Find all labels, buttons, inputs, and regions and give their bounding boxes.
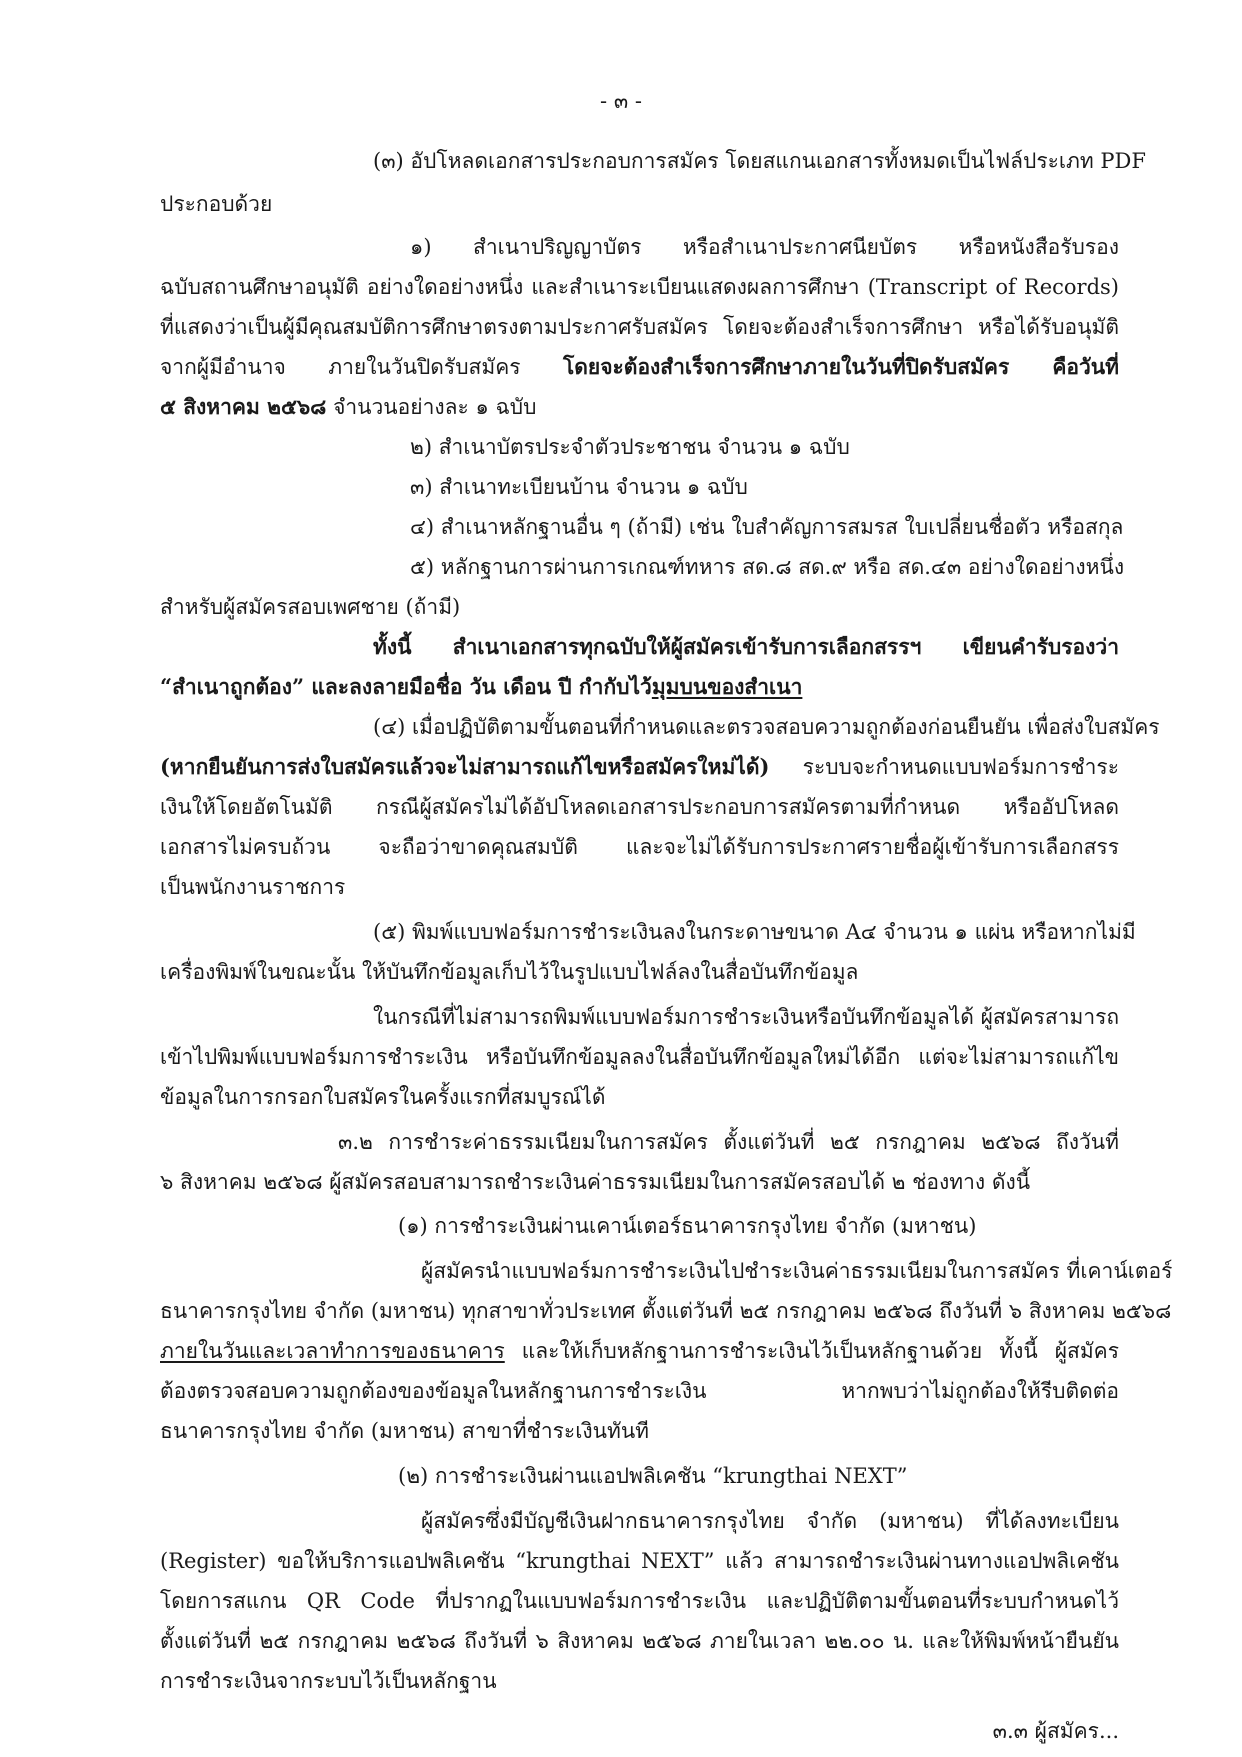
line-text: ๔) สำเนาหลักฐานอื่น ๆ (ถ้ามี) เช่น ใบสำคัญการสมรส ใบเปลี่ยนชื่อตัว หรือสกุล [410, 515, 1124, 539]
line-text: (๓) อัปโหลดเอกสารประกอบการสมัคร โดยสแกนเอกสารทั้งหมดเป็นไฟล์ประเภท PDF [373, 149, 1146, 173]
body-line [410, 432, 850, 462]
body-line [373, 146, 1146, 176]
line-text: ผู้สมัครนำแบบฟอร์มการชำระเงินไปชำระเงินค่าธรรมเนียมในการสมัคร ที่เคาน์เตอร์ [421, 1259, 1173, 1283]
line-underline-text: ภายในวันและเวลาทำการของธนาคาร [160, 1339, 505, 1363]
body-line [398, 1461, 908, 1491]
line-text: จากผู้มีอำนาจ ภายในวันปิดรับสมัคร [160, 355, 563, 379]
body-line [338, 1127, 1119, 1157]
line-text: ผู้สมัครซึ่งมีบัญชีเงินฝากธนาคารกรุงไทย จำกัด (มหาชน) ที่ได้ลงทะเบียน [421, 1509, 1119, 1533]
body-line [398, 1211, 976, 1241]
body-line [160, 392, 536, 422]
line-text: ๓.๒ การชำระค่าธรรมเนียมในการสมัคร ตั้งแต่วันที่ ๒๕ กรกฎาคม ๒๕๖๘ ถึงวันที่ [338, 1130, 1119, 1154]
line-text: ธนาคารกรุงไทย จำกัด (มหาชน) สาขาที่ชำระเงินทันที [160, 1419, 650, 1443]
body-line [160, 792, 1119, 822]
line-text: (๒) การชำระเงินผ่านแอปพลิเคชัน “krungthai NEXT” [398, 1464, 908, 1488]
line-bold-text: ๕ สิงหาคม ๒๕๖๘ [160, 394, 327, 419]
body-line [160, 957, 858, 987]
line-bold-underline-text: มุมบนของสำเนา [651, 674, 803, 699]
body-line [421, 1506, 1119, 1536]
body-line [160, 1042, 1119, 1072]
line-text: ที่แสดงว่าเป็นผู้มีคุณสมบัติการศึกษาตรงตามประกาศรับสมัคร โดยจะต้องสำเร็จการศึกษา หรือได้รับอนุมัติ [160, 315, 1119, 339]
body-line [410, 232, 1119, 262]
body-line [160, 832, 1119, 862]
footer-continuation: ๓.๓ ผู้สมัคร... [992, 1719, 1119, 1743]
line-bold-text: “สำเนาถูกต้อง” และลงลายมือชื่อ วัน เดือน ปี กำกับไว้ [160, 674, 652, 699]
line-text: ๕) หลักฐานการผ่านการเกณฑ์ทหาร สด.๘ สด.๙ หรือ สด.๔๓ อย่างใดอย่างหนึ่ง [410, 555, 1125, 579]
page-number: - ๓ - [600, 89, 642, 113]
line-text: (๑) การชำระเงินผ่านเคาน์เตอร์ธนาคารกรุงไทย จำกัด (มหาชน) [398, 1214, 977, 1238]
body-line [160, 1336, 1119, 1366]
body-line [410, 472, 748, 502]
line-text: ๒) สำเนาบัตรประจำตัวประชาชน จำนวน ๑ ฉบับ [410, 435, 850, 459]
line-text: เครื่องพิมพ์ในขณะนั้น ให้บันทึกข้อมูลเก็บไว้ในรูปแบบไฟล์ลงในสื่อบันทึกข้อมูล [160, 960, 859, 984]
line-text: โดยการสแกน QR Code ที่ปรากฏในแบบฟอร์มการชำระเงิน และปฏิบัติตามขั้นตอนที่ระบบกำหนดไว้ [160, 1589, 1119, 1613]
body-line [160, 1167, 1030, 1197]
body-line [373, 1002, 1119, 1032]
line-text: (Register) ขอให้บริการแอปพลิเคชัน “krungthai NEXT” แล้ว สามารถชำระเงินผ่านทางแอปพลิเคชัน [160, 1549, 1119, 1573]
body-line [160, 1666, 497, 1696]
line-text: ๓) สำเนาทะเบียนบ้าน จำนวน ๑ ฉบับ [410, 475, 748, 499]
body-line [421, 1256, 1173, 1286]
line-text: สำหรับผู้สมัครสอบเพศชาย (ถ้ามี) [160, 595, 461, 619]
body-line [373, 712, 1160, 742]
line-text: จำนวนอย่างละ ๑ ฉบับ [326, 395, 537, 419]
body-line [160, 752, 1119, 782]
body-line [410, 512, 1123, 542]
body-line [160, 1376, 1119, 1406]
body-line [160, 1586, 1119, 1616]
line-text: เอกสารไม่ครบถ้วน จะถือว่าขาดคุณสมบัติ และจะไม่ได้รับการประกาศรายชื่อผู้เข้ารับการเลือกสรร [160, 835, 1119, 859]
body-line [160, 352, 1119, 382]
body-line [160, 189, 272, 219]
line-bold-text: โดยจะต้องสำเร็จการศึกษาภายในวันที่ปิดรับสมัคร คือวันที่ [563, 354, 1119, 379]
body-line [160, 1296, 1172, 1326]
line-text: การชำระเงินจากระบบไว้เป็นหลักฐาน [160, 1669, 497, 1693]
body-line [160, 1416, 649, 1446]
body-line [373, 632, 1119, 662]
body-line [160, 672, 802, 702]
line-text: ๑) สำเนาปริญญาบัตร หรือสำเนาประกาศนียบัตร หรือหนังสือรับรอง [410, 235, 1119, 259]
line-text: ฉบับสถานศึกษาอนุมัติ อย่างใดอย่างหนึ่ง และสำเนาระเบียนแสดงผลการศึกษา (Transcript of Records) [160, 275, 1119, 299]
body-line [160, 592, 460, 622]
line-text: ประกอบด้วย [160, 192, 273, 216]
line-text: เงินให้โดยอัตโนมัติ กรณีผู้สมัครไม่ได้อัปโหลดเอกสารประกอบการสมัครตามที่กำหนด หรืออัปโหลด [160, 795, 1119, 819]
line-text: ข้อมูลในการกรอกใบสมัครในครั้งแรกที่สมบูรณ์ได้ [160, 1085, 606, 1109]
line-text: และให้เก็บหลักฐานการชำระเงินไว้เป็นหลักฐานด้วย ทั้งนี้ ผู้สมัคร [504, 1339, 1119, 1363]
body-line [160, 872, 345, 902]
body-line [410, 552, 1125, 582]
line-text: ต้องตรวจสอบความถูกต้องของข้อมูลในหลักฐานการชำระเงิน หากพบว่าไม่ถูกต้องให้รีบติดต่อ [160, 1379, 1119, 1403]
line-text: เป็นพนักงานราชการ [160, 875, 346, 899]
line-text: (๔) เมื่อปฏิบัติตามขั้นตอนที่กำหนดและตรวจสอบความถูกต้องก่อนยืนยัน เพื่อส่งใบสมัคร [373, 715, 1160, 739]
line-text: ๖ สิงหาคม ๒๕๖๘ ผู้สมัครสอบสามารถชำระเงินค่าธรรมเนียมในการสมัครสอบได้ ๒ ช่องทาง ดังนี้ [160, 1170, 1031, 1194]
line-text: ธนาคารกรุงไทย จำกัด (มหาชน) ทุกสาขาทั่วประเทศ ตั้งแต่วันที่ ๒๕ กรกฎาคม ๒๕๖๘ ถึงวันที่ ๖ สิงหาคม ๒๕๖๘ [160, 1299, 1172, 1323]
line-bold-text: (หากยืนยันการส่งใบสมัครแล้วจะไม่สามารถแก้ไขหรือสมัครใหม่ได้) [160, 754, 770, 779]
line-text: ตั้งแต่วันที่ ๒๕ กรกฎาคม ๒๕๖๘ ถึงวันที่ ๖ สิงหาคม ๒๕๖๘ ภายในเวลา ๒๒.๐๐ น. และให้พิมพ์หน้ายืนยัน [160, 1629, 1119, 1653]
body-line [373, 917, 1136, 947]
line-bold-text: ทั้งนี้ สำเนาเอกสารทุกฉบับให้ผู้สมัครเข้ารับการเลือกสรรฯ เขียนคำรับรองว่า [373, 634, 1119, 659]
body-line [160, 272, 1119, 302]
body-line [160, 1082, 605, 1112]
body-line [160, 1546, 1119, 1576]
line-text: ในกรณีที่ไม่สามารถพิมพ์แบบฟอร์มการชำระเงินหรือบันทึกข้อมูลได้ ผู้สมัครสามารถ [373, 1005, 1120, 1029]
body-line [160, 1626, 1119, 1656]
body-line [160, 312, 1119, 342]
line-text: ระบบจะกำหนดแบบฟอร์มการชำระ [769, 755, 1119, 779]
line-text: เข้าไปพิมพ์แบบฟอร์มการชำระเงิน หรือบันทึกข้อมูลลงในสื่อบันทึกข้อมูลใหม่ได้อีก แต่จะไม่สามารถแก้ไข [160, 1045, 1119, 1069]
line-text: (๕) พิมพ์แบบฟอร์มการชำระเงินลงในกระดาษขนาด A๔ จำนวน ๑ แผ่น หรือหากไม่มี [373, 920, 1136, 944]
